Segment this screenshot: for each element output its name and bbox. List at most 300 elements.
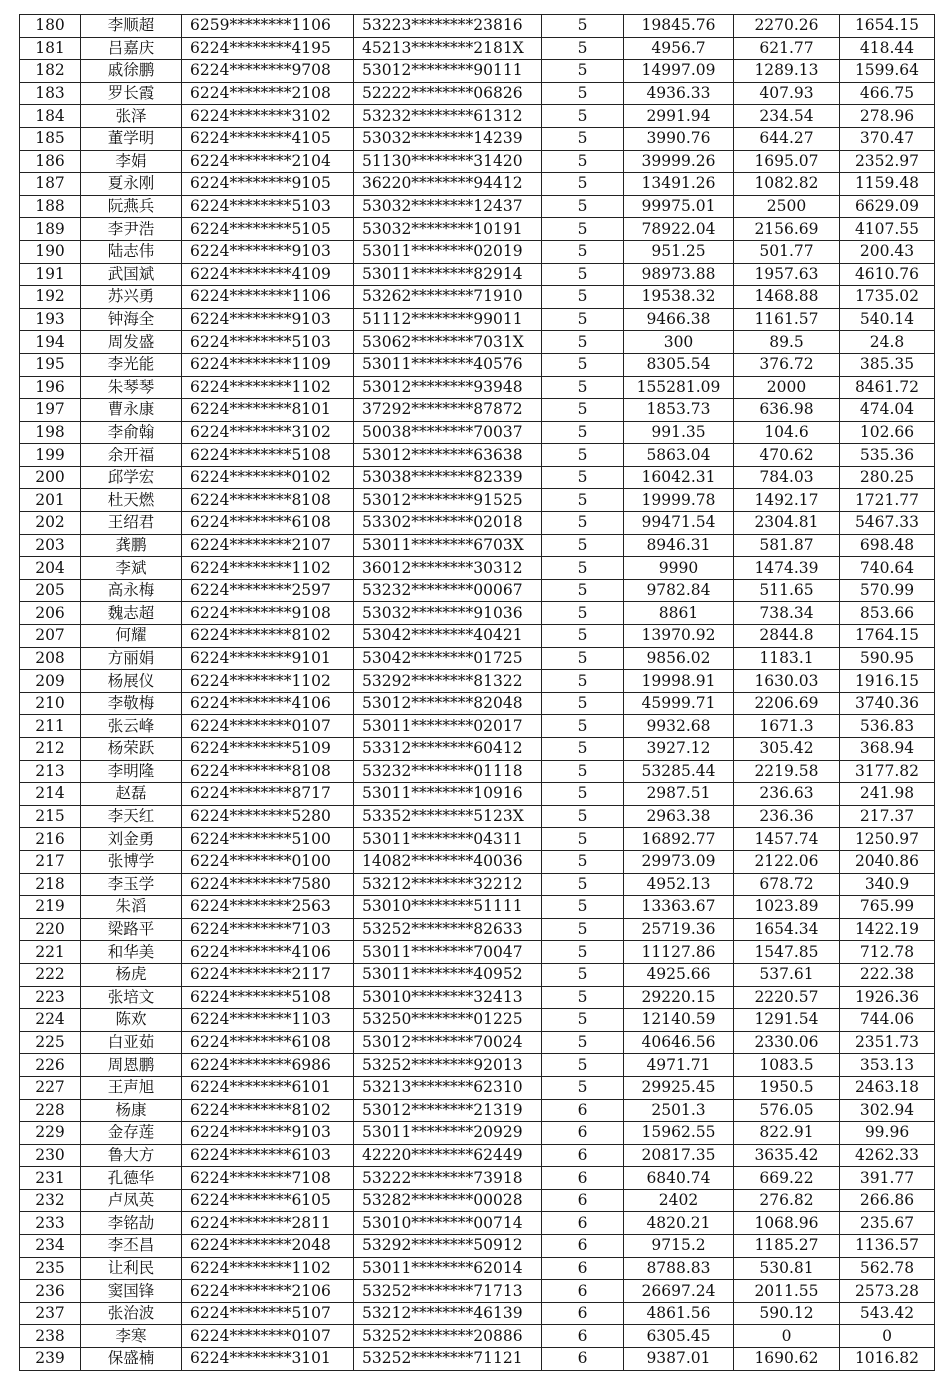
subsidy-cell: 2206.69: [734, 692, 840, 715]
card-number-cell: 6224********4105: [182, 127, 354, 150]
subsidy-cell: 276.82: [734, 1189, 840, 1212]
value-cell: 1926.36: [840, 986, 935, 1009]
card-number-cell: 6224********9108: [182, 602, 354, 625]
table-row: [20, 466, 935, 489]
value-cell: 2040.86: [840, 850, 935, 873]
table-row: [20, 918, 935, 941]
amount-cell: 53285.44: [624, 760, 734, 783]
name-cell: 曹永康: [81, 399, 182, 422]
count-cell: 6: [542, 1167, 624, 1190]
name-cell: 武国斌: [81, 263, 182, 286]
subsidy-cell: 1474.39: [734, 557, 840, 580]
value-cell: 4262.33: [840, 1144, 935, 1167]
id-number-cell: 53012********70024: [354, 1031, 542, 1054]
card-number-cell: 6224********6105: [182, 1189, 354, 1212]
id-number-cell: 53032********14239: [354, 127, 542, 150]
amount-cell: 155281.09: [624, 376, 734, 399]
table-row: [20, 240, 935, 263]
table-row: [20, 1009, 935, 1032]
value-cell: 1422.19: [840, 918, 935, 941]
row-number: 218: [20, 873, 81, 896]
record-table: [19, 14, 935, 1371]
value-cell: 536.83: [840, 715, 935, 738]
value-cell: 340.9: [840, 873, 935, 896]
amount-cell: 19538.32: [624, 286, 734, 309]
id-number-cell: 42220********62449: [354, 1144, 542, 1167]
id-number-cell: 53032********12437: [354, 195, 542, 218]
subsidy-cell: 2844.8: [734, 625, 840, 648]
card-number-cell: 6224********2107: [182, 534, 354, 557]
value-cell: 744.06: [840, 1009, 935, 1032]
count-cell: 5: [542, 941, 624, 964]
table-row: [20, 308, 935, 331]
row-number: 203: [20, 534, 81, 557]
amount-cell: 16042.31: [624, 466, 734, 489]
card-number-cell: 6224********1102: [182, 557, 354, 580]
subsidy-cell: 2156.69: [734, 218, 840, 241]
value-cell: 217.37: [840, 805, 935, 828]
value-cell: 562.78: [840, 1257, 935, 1280]
amount-cell: 9782.84: [624, 579, 734, 602]
value-cell: 698.48: [840, 534, 935, 557]
card-number-cell: 6224********5108: [182, 986, 354, 1009]
subsidy-cell: 2330.06: [734, 1031, 840, 1054]
count-cell: 5: [542, 1076, 624, 1099]
row-number: 212: [20, 738, 81, 761]
count-cell: 5: [542, 557, 624, 580]
name-cell: 杨虎: [81, 963, 182, 986]
amount-cell: 9856.02: [624, 647, 734, 670]
row-number: 206: [20, 602, 81, 625]
count-cell: 5: [542, 828, 624, 851]
row-number: 181: [20, 37, 81, 60]
value-cell: 2463.18: [840, 1076, 935, 1099]
name-cell: 吕嘉庆: [81, 37, 182, 60]
amount-cell: 951.25: [624, 240, 734, 263]
value-cell: 200.43: [840, 240, 935, 263]
row-number: 186: [20, 150, 81, 173]
id-number-cell: 53012********90111: [354, 60, 542, 83]
name-cell: 朱琴琴: [81, 376, 182, 399]
subsidy-cell: 234.54: [734, 105, 840, 128]
card-number-cell: 6224********9103: [182, 240, 354, 263]
row-number: 231: [20, 1167, 81, 1190]
table-row: [20, 1302, 935, 1325]
count-cell: 5: [542, 963, 624, 986]
name-cell: 保盛楠: [81, 1348, 182, 1371]
table-row: [20, 421, 935, 444]
table-row: [20, 1189, 935, 1212]
value-cell: 535.36: [840, 444, 935, 467]
table-row: [20, 512, 935, 535]
value-cell: 278.96: [840, 105, 935, 128]
row-number: 209: [20, 670, 81, 693]
row-number: 219: [20, 896, 81, 919]
subsidy-cell: 1082.82: [734, 173, 840, 196]
row-number: 193: [20, 308, 81, 331]
row-number: 190: [20, 240, 81, 263]
subsidy-cell: 621.77: [734, 37, 840, 60]
count-cell: 5: [542, 331, 624, 354]
id-number-cell: 53011********82914: [354, 263, 542, 286]
table-row: [20, 715, 935, 738]
id-number-cell: 53010********51111: [354, 896, 542, 919]
name-cell: 梁路平: [81, 918, 182, 941]
row-number: 183: [20, 82, 81, 105]
subsidy-cell: 2270.26: [734, 15, 840, 38]
table-row: [20, 670, 935, 693]
id-number-cell: 53011********70047: [354, 941, 542, 964]
subsidy-cell: 1291.54: [734, 1009, 840, 1032]
card-number-cell: 6224********1102: [182, 1257, 354, 1280]
table-row: [20, 1348, 935, 1371]
amount-cell: 99471.54: [624, 512, 734, 535]
card-number-cell: 6224********8102: [182, 625, 354, 648]
id-number-cell: 53011********02017: [354, 715, 542, 738]
subsidy-cell: 0: [734, 1325, 840, 1348]
amount-cell: 19845.76: [624, 15, 734, 38]
count-cell: 6: [542, 1189, 624, 1212]
id-number-cell: 53232********01118: [354, 760, 542, 783]
table-row: [20, 37, 935, 60]
subsidy-cell: 644.27: [734, 127, 840, 150]
name-cell: 张泽: [81, 105, 182, 128]
table-row: [20, 783, 935, 806]
count-cell: 6: [542, 1348, 624, 1371]
id-number-cell: 51112********99011: [354, 308, 542, 331]
name-cell: 鲁大方: [81, 1144, 182, 1167]
count-cell: 5: [542, 286, 624, 309]
amount-cell: 26697.24: [624, 1280, 734, 1303]
amount-cell: 8788.83: [624, 1257, 734, 1280]
subsidy-cell: 1690.62: [734, 1348, 840, 1371]
card-number-cell: 6224********9103: [182, 308, 354, 331]
name-cell: 李寒: [81, 1325, 182, 1348]
subsidy-cell: 305.42: [734, 738, 840, 761]
subsidy-cell: 738.34: [734, 602, 840, 625]
name-cell: 何耀: [81, 625, 182, 648]
value-cell: 1916.15: [840, 670, 935, 693]
name-cell: 白亚茹: [81, 1031, 182, 1054]
row-number: 180: [20, 15, 81, 38]
table-row: [20, 399, 935, 422]
amount-cell: 2987.51: [624, 783, 734, 806]
value-cell: 385.35: [840, 353, 935, 376]
card-number-cell: 6224********7108: [182, 1167, 354, 1190]
row-number: 237: [20, 1302, 81, 1325]
count-cell: 5: [542, 195, 624, 218]
name-cell: 让利民: [81, 1257, 182, 1280]
subsidy-cell: 784.03: [734, 466, 840, 489]
name-cell: 董学明: [81, 127, 182, 150]
card-number-cell: 6224********4109: [182, 263, 354, 286]
value-cell: 368.94: [840, 738, 935, 761]
table-row: [20, 534, 935, 557]
card-number-cell: 6224********2117: [182, 963, 354, 986]
name-cell: 罗长霞: [81, 82, 182, 105]
name-cell: 李玉学: [81, 873, 182, 896]
amount-cell: 20817.35: [624, 1144, 734, 1167]
count-cell: 5: [542, 421, 624, 444]
name-cell: 陈欢: [81, 1009, 182, 1032]
count-cell: 5: [542, 1009, 624, 1032]
card-number-cell: 6224********6108: [182, 512, 354, 535]
id-number-cell: 53011********20929: [354, 1122, 542, 1145]
table-row: [20, 1235, 935, 1258]
subsidy-cell: 669.22: [734, 1167, 840, 1190]
id-number-cell: 53232********61312: [354, 105, 542, 128]
value-cell: 5467.33: [840, 512, 935, 535]
value-cell: 1136.57: [840, 1235, 935, 1258]
amount-cell: 8861: [624, 602, 734, 625]
card-number-cell: 6224********2104: [182, 150, 354, 173]
card-number-cell: 6224********3102: [182, 105, 354, 128]
card-number-cell: 6224********9708: [182, 60, 354, 83]
subsidy-cell: 1083.5: [734, 1054, 840, 1077]
card-number-cell: 6224********1102: [182, 376, 354, 399]
id-number-cell: 53212********32212: [354, 873, 542, 896]
count-cell: 5: [542, 82, 624, 105]
table-row: [20, 963, 935, 986]
row-number: 194: [20, 331, 81, 354]
name-cell: 朱滔: [81, 896, 182, 919]
id-number-cell: 53010********32413: [354, 986, 542, 1009]
count-cell: 5: [542, 466, 624, 489]
value-cell: 590.95: [840, 647, 935, 670]
amount-cell: 25719.36: [624, 918, 734, 941]
amount-cell: 39999.26: [624, 150, 734, 173]
id-number-cell: 53011********02019: [354, 240, 542, 263]
subsidy-cell: 1468.88: [734, 286, 840, 309]
row-number: 195: [20, 353, 81, 376]
card-number-cell: 6224********1106: [182, 286, 354, 309]
id-number-cell: 53011********6703X: [354, 534, 542, 557]
subsidy-cell: 1695.07: [734, 150, 840, 173]
id-number-cell: 53262********71910: [354, 286, 542, 309]
count-cell: 5: [542, 240, 624, 263]
row-number: 205: [20, 579, 81, 602]
id-number-cell: 53011********40576: [354, 353, 542, 376]
id-number-cell: 53252********71121: [354, 1348, 542, 1371]
card-number-cell: 6224********6986: [182, 1054, 354, 1077]
name-cell: 钟海全: [81, 308, 182, 331]
id-number-cell: 53212********46139: [354, 1302, 542, 1325]
count-cell: 6: [542, 1280, 624, 1303]
count-cell: 5: [542, 850, 624, 873]
id-number-cell: 53252********92013: [354, 1054, 542, 1077]
value-cell: 1735.02: [840, 286, 935, 309]
value-cell: 353.13: [840, 1054, 935, 1077]
amount-cell: 8305.54: [624, 353, 734, 376]
row-number: 224: [20, 1009, 81, 1032]
row-number: 214: [20, 783, 81, 806]
amount-cell: 8946.31: [624, 534, 734, 557]
card-number-cell: 6224********2048: [182, 1235, 354, 1258]
name-cell: 李丕昌: [81, 1235, 182, 1258]
amount-cell: 99975.01: [624, 195, 734, 218]
value-cell: 1016.82: [840, 1348, 935, 1371]
count-cell: 5: [542, 986, 624, 1009]
table-row: [20, 896, 935, 919]
amount-cell: 4956.7: [624, 37, 734, 60]
table-row: [20, 1054, 935, 1077]
amount-cell: 4971.71: [624, 1054, 734, 1077]
row-number: 235: [20, 1257, 81, 1280]
table-row: [20, 828, 935, 851]
value-cell: 1654.15: [840, 15, 935, 38]
id-number-cell: 53252********20886: [354, 1325, 542, 1348]
table-row: [20, 1076, 935, 1099]
name-cell: 张云峰: [81, 715, 182, 738]
card-number-cell: 6224********2563: [182, 896, 354, 919]
subsidy-cell: 537.61: [734, 963, 840, 986]
card-number-cell: 6224********1102: [182, 670, 354, 693]
row-number: 196: [20, 376, 81, 399]
name-cell: 李光能: [81, 353, 182, 376]
count-cell: 5: [542, 353, 624, 376]
count-cell: 5: [542, 127, 624, 150]
subsidy-cell: 822.91: [734, 1122, 840, 1145]
id-number-cell: 53292********81322: [354, 670, 542, 693]
card-number-cell: 6224********2108: [182, 82, 354, 105]
id-number-cell: 53222********73918: [354, 1167, 542, 1190]
amount-cell: 98973.88: [624, 263, 734, 286]
count-cell: 6: [542, 1122, 624, 1145]
id-number-cell: 53011********04311: [354, 828, 542, 851]
table-row: [20, 376, 935, 399]
count-cell: 5: [542, 218, 624, 241]
subsidy-cell: 1457.74: [734, 828, 840, 851]
amount-cell: 991.35: [624, 421, 734, 444]
row-number: 202: [20, 512, 81, 535]
value-cell: 2573.28: [840, 1280, 935, 1303]
count-cell: 5: [542, 60, 624, 83]
name-cell: 李俞翰: [81, 421, 182, 444]
name-cell: 李尹浩: [81, 218, 182, 241]
id-number-cell: 52222********06826: [354, 82, 542, 105]
name-cell: 阮燕兵: [81, 195, 182, 218]
subsidy-cell: 236.63: [734, 783, 840, 806]
row-number: 204: [20, 557, 81, 580]
count-cell: 5: [542, 715, 624, 738]
value-cell: 3740.36: [840, 692, 935, 715]
card-number-cell: 6224********5103: [182, 331, 354, 354]
count-cell: 5: [542, 263, 624, 286]
amount-cell: 9466.38: [624, 308, 734, 331]
name-cell: 杨荣跃: [81, 738, 182, 761]
value-cell: 543.42: [840, 1302, 935, 1325]
id-number-cell: 53062********7031X: [354, 331, 542, 354]
value-cell: 466.75: [840, 82, 935, 105]
value-cell: 391.77: [840, 1167, 935, 1190]
name-cell: 刘金勇: [81, 828, 182, 851]
subsidy-cell: 590.12: [734, 1302, 840, 1325]
amount-cell: 78922.04: [624, 218, 734, 241]
name-cell: 苏兴勇: [81, 286, 182, 309]
id-number-cell: 53012********91525: [354, 489, 542, 512]
table-row: [20, 263, 935, 286]
subsidy-cell: 2304.81: [734, 512, 840, 535]
id-number-cell: 53012********21319: [354, 1099, 542, 1122]
row-number: 188: [20, 195, 81, 218]
amount-cell: 4925.66: [624, 963, 734, 986]
row-number: 208: [20, 647, 81, 670]
row-number: 238: [20, 1325, 81, 1348]
row-number: 228: [20, 1099, 81, 1122]
amount-cell: 29925.45: [624, 1076, 734, 1099]
card-number-cell: 6224********3101: [182, 1348, 354, 1371]
id-number-cell: 53292********50912: [354, 1235, 542, 1258]
id-number-cell: 53011********40952: [354, 963, 542, 986]
amount-cell: 6840.74: [624, 1167, 734, 1190]
id-number-cell: 53250********01225: [354, 1009, 542, 1032]
id-number-cell: 53011********62014: [354, 1257, 542, 1280]
count-cell: 5: [542, 918, 624, 941]
count-cell: 5: [542, 15, 624, 38]
name-cell: 陆志伟: [81, 240, 182, 263]
card-number-cell: 6224********6101: [182, 1076, 354, 1099]
table-row: [20, 353, 935, 376]
subsidy-cell: 1957.63: [734, 263, 840, 286]
value-cell: 2352.97: [840, 150, 935, 173]
id-number-cell: 53042********01725: [354, 647, 542, 670]
value-cell: 712.78: [840, 941, 935, 964]
count-cell: 6: [542, 1325, 624, 1348]
table-row: [20, 625, 935, 648]
table-row: [20, 489, 935, 512]
value-cell: 241.98: [840, 783, 935, 806]
count-cell: 6: [542, 1144, 624, 1167]
row-number: 199: [20, 444, 81, 467]
card-number-cell: 6224********4106: [182, 692, 354, 715]
name-cell: 张治波: [81, 1302, 182, 1325]
row-number: 192: [20, 286, 81, 309]
count-cell: 5: [542, 647, 624, 670]
count-cell: 5: [542, 625, 624, 648]
amount-cell: 9990: [624, 557, 734, 580]
name-cell: 邱学宏: [81, 466, 182, 489]
table-row: [20, 1144, 935, 1167]
id-number-cell: 36012********30312: [354, 557, 542, 580]
table-row: [20, 873, 935, 896]
card-number-cell: 6224********9103: [182, 1122, 354, 1145]
value-cell: 540.14: [840, 308, 935, 331]
amount-cell: 15962.55: [624, 1122, 734, 1145]
count-cell: 5: [542, 873, 624, 896]
card-number-cell: 6224********8108: [182, 489, 354, 512]
table-row: [20, 1122, 935, 1145]
id-number-cell: 53312********60412: [354, 738, 542, 761]
name-cell: 赵磊: [81, 783, 182, 806]
table-row: [20, 692, 935, 715]
name-cell: 和华美: [81, 941, 182, 964]
table-row: [20, 1212, 935, 1235]
subsidy-cell: 1289.13: [734, 60, 840, 83]
count-cell: 5: [542, 602, 624, 625]
card-number-cell: 6224********0100: [182, 850, 354, 873]
id-number-cell: 53012********63638: [354, 444, 542, 467]
value-cell: 235.67: [840, 1212, 935, 1235]
name-cell: 李顺超: [81, 15, 182, 38]
card-number-cell: 6224********8101: [182, 399, 354, 422]
value-cell: 1764.15: [840, 625, 935, 648]
id-number-cell: 53012********82048: [354, 692, 542, 715]
count-cell: 5: [542, 1031, 624, 1054]
value-cell: 2351.73: [840, 1031, 935, 1054]
subsidy-cell: 470.62: [734, 444, 840, 467]
amount-cell: 14997.09: [624, 60, 734, 83]
table-row: [20, 82, 935, 105]
